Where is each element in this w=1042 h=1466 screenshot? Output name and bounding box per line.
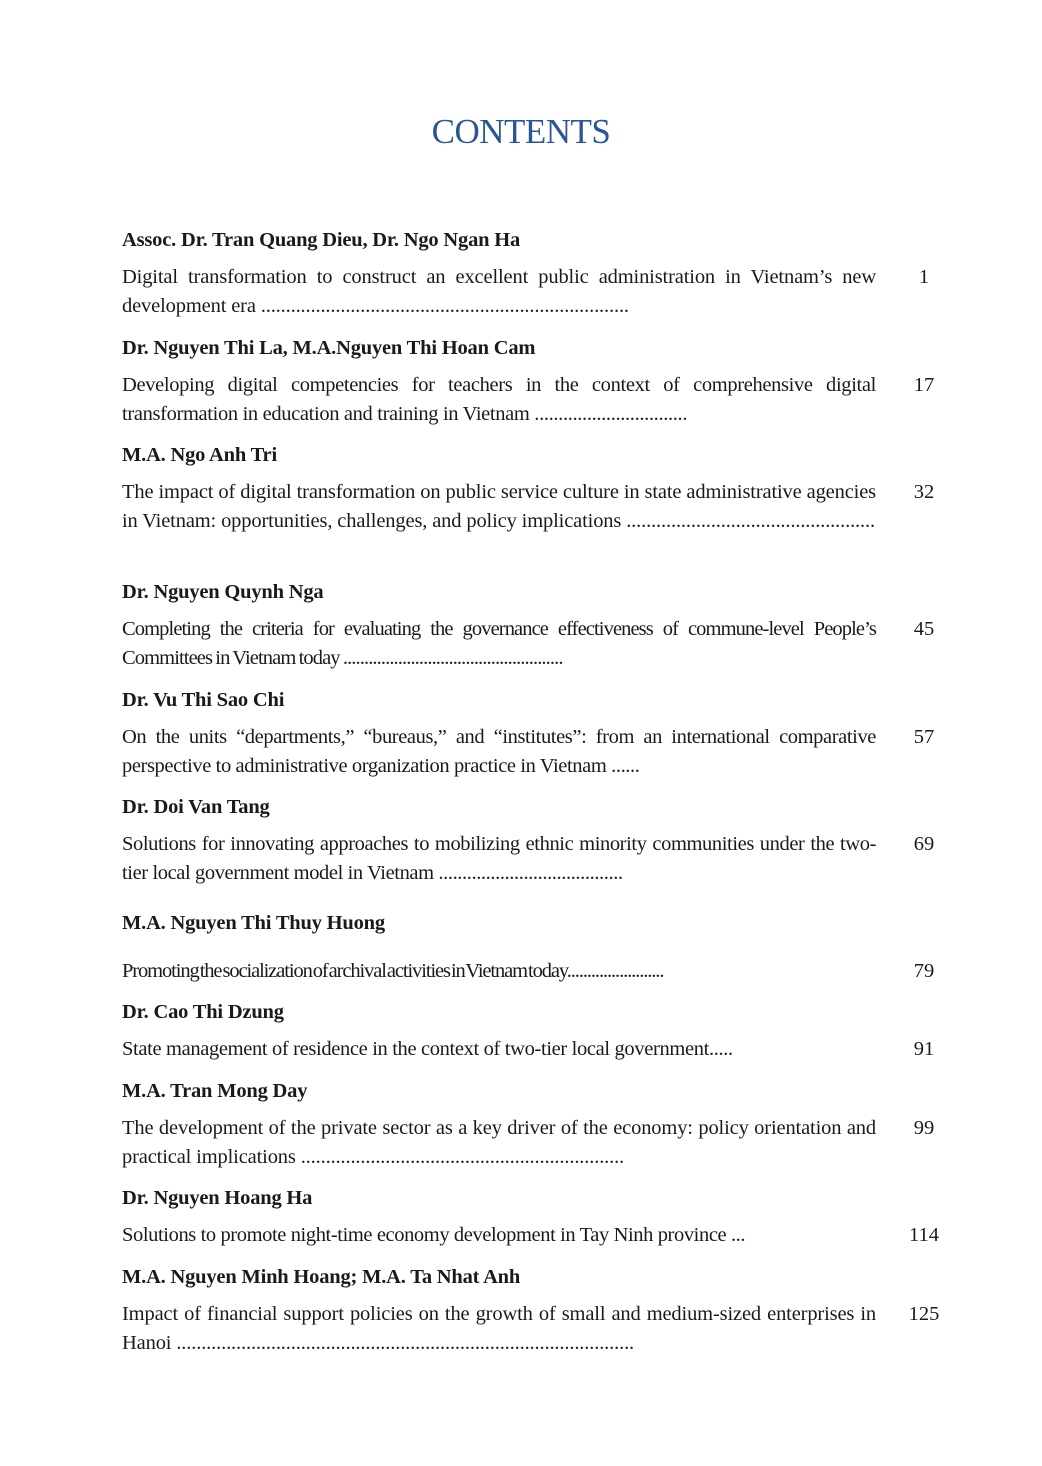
toc-entry[interactable] bbox=[122, 998, 942, 1064]
entry-author: M.A. Nguyen Thi Thuy Huong bbox=[122, 912, 385, 934]
entry-page-number: 91 bbox=[913, 1038, 935, 1060]
entry-page-number: 32 bbox=[913, 481, 935, 503]
entry-author: M.A. Tran Mong Day bbox=[122, 1080, 308, 1102]
entry-page-number: 17 bbox=[913, 374, 935, 396]
entry-author: Dr. Nguyen Thi La, M.A.Nguyen Thi Hoan Cam bbox=[122, 337, 536, 359]
toc-entry[interactable] bbox=[122, 578, 942, 672]
toc-entry[interactable] bbox=[122, 1184, 942, 1250]
entry-title[interactable]: Developing digital competencies for teachers in the context of comprehensive digital transformation in education and training in Vietnam ................................ bbox=[122, 374, 876, 425]
toc-entry[interactable] bbox=[122, 226, 942, 320]
entry-title[interactable]: Solutions to promote night-time economy development in Tay Ninh province ... bbox=[122, 1224, 746, 1246]
entry-title[interactable]: Digital transformation to construct an excellent public administration in Vietnam’s new development era .......................................................................... bbox=[122, 266, 876, 317]
entry-author: Dr. Nguyen Quynh Nga bbox=[122, 581, 324, 603]
entry-author: Dr. Vu Thi Sao Chi bbox=[122, 689, 285, 711]
toc-entry[interactable] bbox=[122, 1077, 942, 1171]
toc-entry[interactable] bbox=[122, 686, 942, 780]
entry-author: Dr. Nguyen Hoang Ha bbox=[122, 1187, 313, 1209]
toc-entry[interactable] bbox=[122, 909, 942, 986]
entry-author: Dr. Cao Thi Dzung bbox=[122, 1001, 284, 1023]
entry-title[interactable]: Completing the criteria for evaluating the governance effectiveness of commune-level People’s Committees in Vietnam today .................................................... bbox=[122, 618, 876, 669]
entry-page-number: 69 bbox=[913, 833, 935, 855]
entry-author: Assoc. Dr. Tran Quang Dieu, Dr. Ngo Ngan Ha bbox=[122, 229, 521, 251]
entry-page-number: 45 bbox=[913, 618, 935, 640]
entry-page-number: 1 bbox=[918, 266, 930, 288]
entry-title[interactable]: The development of the private sector as a key driver of the economy: policy orientation and practical implications ................................................................. bbox=[122, 1117, 876, 1168]
toc-entry[interactable] bbox=[122, 334, 942, 428]
entry-page-number: 125 bbox=[908, 1303, 940, 1325]
entry-title[interactable]: On the units “departments,” “bureaus,” and “institutes”: from an international comparative perspective to administrative organization practice in Vietnam ...... bbox=[122, 726, 876, 777]
entry-page-number: 99 bbox=[913, 1117, 935, 1139]
entry-title[interactable]: The impact of digital transformation on public service culture in state administrative agencies in Vietnam: opportunities, challenges, and policy implications .................................................. bbox=[122, 481, 876, 532]
toc-entry[interactable] bbox=[122, 793, 942, 887]
entry-page-number: 57 bbox=[913, 726, 935, 748]
entry-page-number: 114 bbox=[909, 1224, 939, 1246]
entry-page-number: 79 bbox=[913, 960, 935, 982]
toc-entry[interactable] bbox=[122, 441, 942, 535]
entry-title[interactable]: Promoting the socialization of archival activities in Vietnam today........................ bbox=[122, 960, 664, 982]
toc-entry[interactable] bbox=[122, 1263, 942, 1357]
entry-title[interactable]: Impact of financial support policies on the growth of small and medium-sized enterprises in Hanoi ............................................................................................ bbox=[122, 1303, 876, 1354]
entry-title[interactable]: Solutions for innovating approaches to mobilizing ethnic minority communities under the two-tier local government model in Vietnam ....................................... bbox=[122, 833, 876, 884]
entry-title[interactable]: State management of residence in the context of two-tier local government..... bbox=[122, 1038, 733, 1060]
page-title: CONTENTS bbox=[431, 112, 611, 151]
entry-author: Dr. Doi Van Tang bbox=[122, 796, 270, 818]
entry-author: M.A. Ngo Anh Tri bbox=[122, 444, 277, 466]
entry-author: M.A. Nguyen Minh Hoang; M.A. Ta Nhat Anh bbox=[122, 1266, 521, 1288]
